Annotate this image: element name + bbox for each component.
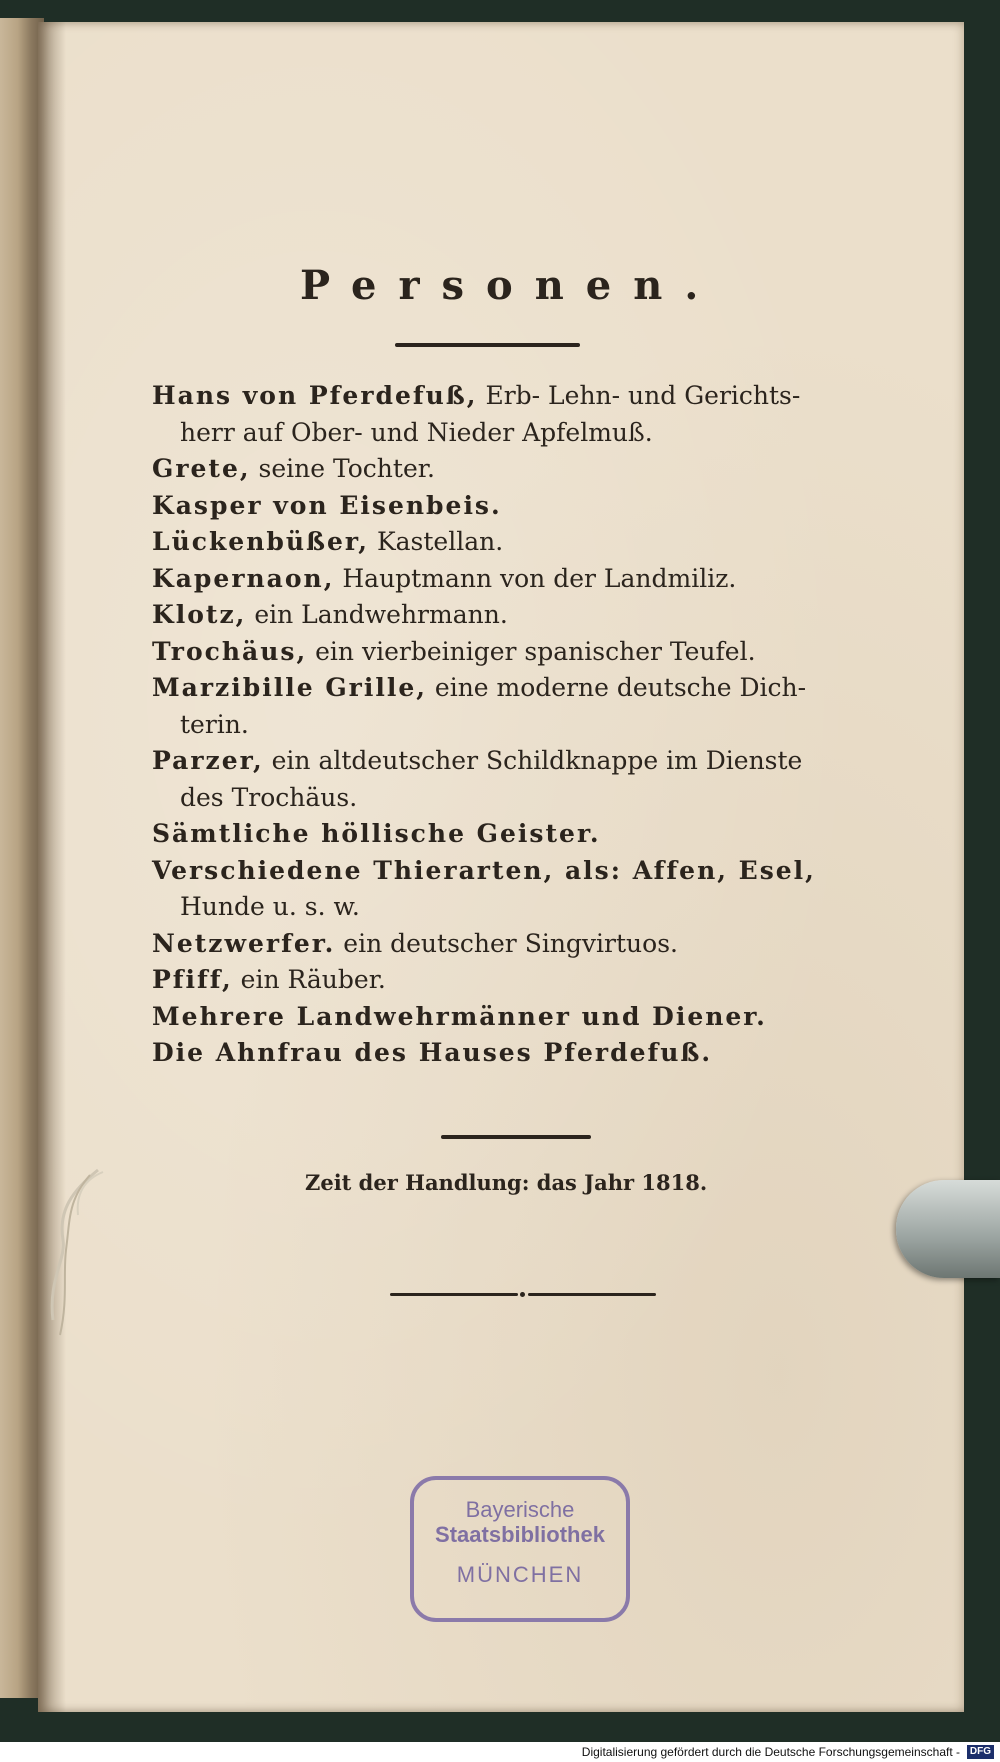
- cast-name: Hans von Pferdefuß,: [152, 381, 478, 410]
- cast-name: Kasper von Eisenbeis.: [152, 490, 502, 520]
- cast-continuation: des Trochäus.: [180, 782, 358, 812]
- cast-name: Marzibille Grille,: [152, 673, 427, 702]
- cast-entry: [152, 1035, 862, 1072]
- cast-description: eine moderne deutsche Dich-: [434, 673, 807, 702]
- cast-entry: [152, 926, 862, 963]
- cast-entry: [152, 378, 862, 451]
- cast-list: [152, 378, 862, 1072]
- cast-continuation: Hunde u. s. w.: [180, 892, 360, 921]
- cast-continuation: herr auf Ober- und Nieder Apfelmuß.: [180, 417, 653, 447]
- stamp-line-3: MÜNCHEN: [456, 1562, 584, 1587]
- cast-description: Erb- Lehn- und Gerichts-: [485, 381, 801, 410]
- cast-name: Mehrere Landwehrmänner und Diener.: [152, 1001, 767, 1031]
- cast-description: ein vierbeiniger spanischer Teufel.: [315, 636, 756, 666]
- stamp-line-1: Bayerische: [465, 1497, 575, 1522]
- binding-thread: [28, 1160, 108, 1340]
- binding-shadow: [38, 22, 66, 1712]
- cast-description: ein altdeutscher Schildknappe im Dienste: [271, 746, 803, 775]
- cast-description: ein Landwehrmann.: [254, 600, 508, 629]
- cast-entry: [152, 524, 862, 561]
- closing-rule-right: [528, 1293, 656, 1296]
- cast-entry: [152, 999, 862, 1036]
- cast-description: ein deutscher Singvirtuos.: [343, 928, 678, 958]
- cast-entry: [152, 561, 862, 598]
- cast-entry: [152, 670, 862, 743]
- cast-name: Pfiff,: [152, 965, 233, 994]
- cast-entry: [152, 853, 862, 926]
- stamp-line-2: Staatsbibliothek: [435, 1522, 605, 1547]
- page-heading: Personen.: [300, 262, 721, 309]
- cast-description: ein Räuber.: [240, 965, 386, 994]
- cast-description: Hauptmann von der Landmiliz.: [342, 563, 737, 593]
- time-of-action: Zeit der Handlung: das Jahr 1818.: [305, 1170, 708, 1195]
- cast-entry: [152, 597, 862, 634]
- closing-rule-dot: [520, 1292, 525, 1297]
- closing-rule-left: [390, 1293, 518, 1296]
- cast-name: Lückenbüßer,: [152, 527, 369, 556]
- heading-rule: [395, 343, 580, 347]
- page-tab-clip: [896, 1180, 1000, 1278]
- cast-continuation: terin.: [180, 709, 249, 739]
- library-stamp: [410, 1476, 630, 1622]
- cast-name: Verschiedene Thierarten, als: Affen, Esel,: [152, 855, 816, 885]
- cast-name: Klotz,: [152, 600, 247, 629]
- cast-name: Netzwerfer.: [152, 928, 336, 958]
- dfg-logo: DFG: [967, 1745, 994, 1759]
- cast-entry: [152, 962, 862, 999]
- cast-entry: [152, 816, 862, 853]
- cast-entry: [152, 451, 862, 488]
- cast-name: Sämtliche höllische Geister.: [152, 819, 601, 848]
- cast-entry: [152, 743, 862, 816]
- funding-credit: Digitalisierung gefördert durch die Deutsche Forschungsgemeinschaft -: [581, 1745, 960, 1759]
- footer-bar: [0, 1742, 1000, 1762]
- cast-name: Grete,: [152, 454, 251, 483]
- cast-description: Kastellan.: [376, 527, 504, 556]
- cast-name: Trochäus,: [152, 636, 308, 666]
- cast-entry: [152, 488, 862, 525]
- cast-name: Parzer,: [152, 746, 264, 775]
- cast-end-rule: [441, 1135, 591, 1139]
- cast-name: Kapernaon,: [152, 563, 335, 593]
- cast-description: seine Tochter.: [258, 454, 435, 483]
- cast-entry: [152, 634, 862, 671]
- cast-name: Die Ahnfrau des Hauses Pferdefuß.: [152, 1038, 713, 1067]
